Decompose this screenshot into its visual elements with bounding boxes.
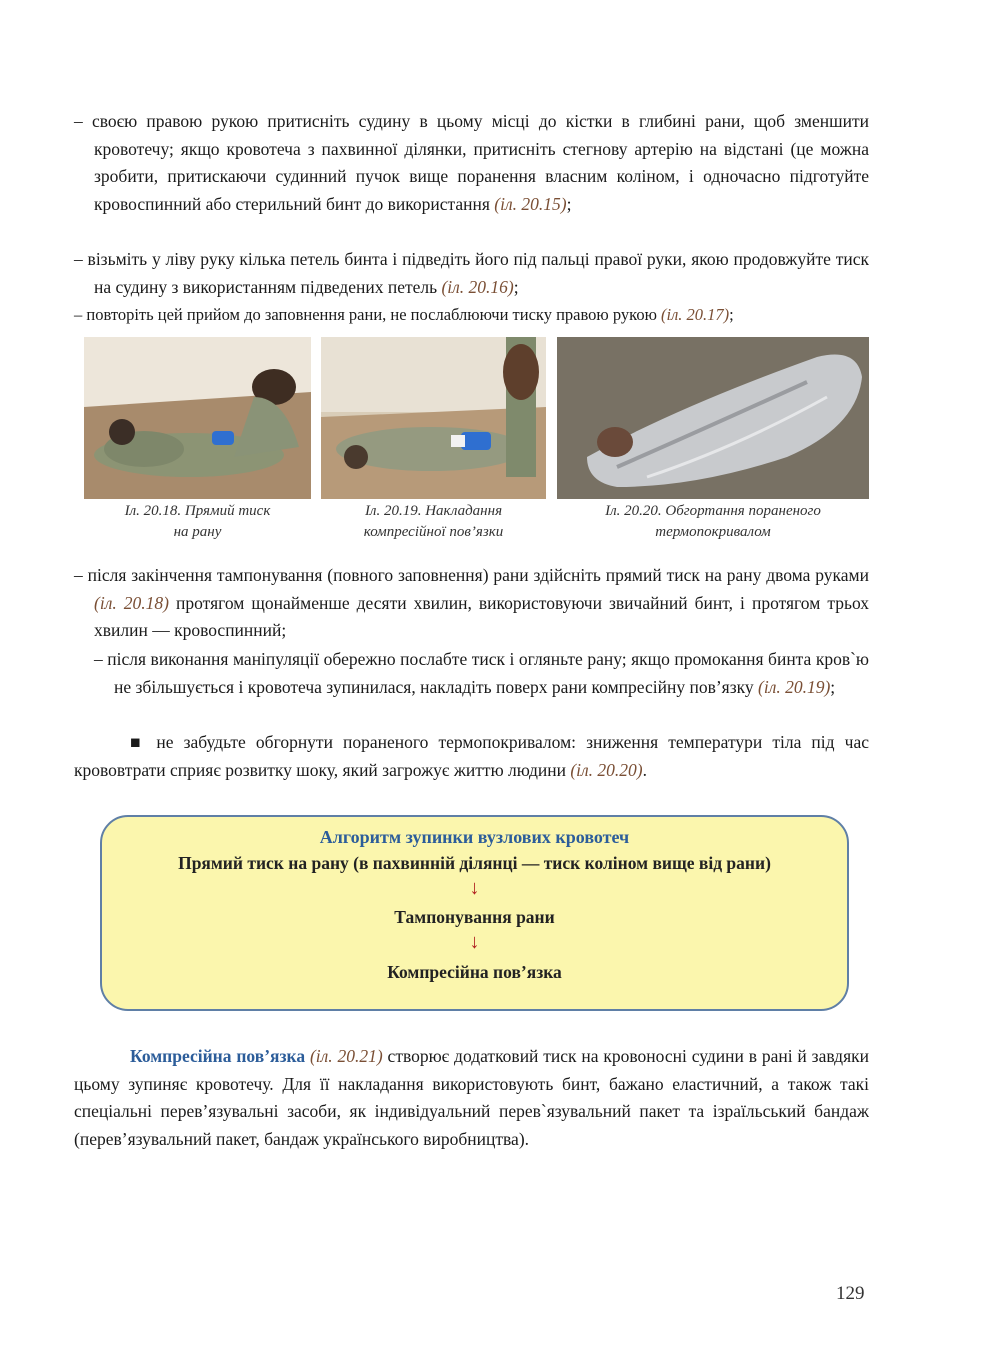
algorithm-step-3: Компресійна пов’язка [387,962,562,982]
instruction-thermal-blanket: ■ не забудьте обгорнути пораненого термопокривалом: зниження температури тіла під час крововтрати сприяє розвитку шоку, який загрожує життю людини (іл. 20.20). [74,732,869,780]
instruction-press-vessel: – своєю правою рукою притисніть судину в цьому місці до кістки в глибині рани, щоб зменшити кровотечу; якщо кровотеча з пахвинної ділянки, притисніть стегнову артерію на відстані (це можна зробити, притискаючи судинний пучок вище поранення власним коліном, і одночасно підготуйте кровоспинний або стерильний бинт до використання (іл. 20.15); [74,111,869,214]
photo-thermal-blanket [557,337,869,499]
figure-ref: (іл. 20.17) [661,305,730,324]
figure-ref: (іл. 20.16) [441,276,514,297]
arrow-down-icon: ↓ [469,931,480,953]
figure-ref: (іл. 20.21) [305,1046,383,1066]
page-number: 129 [836,1283,865,1304]
caption-20-18: Іл. 20.18. Прямий тиск на рану [124,503,271,540]
figure-ref: (іл. 20.19) [758,676,831,697]
algorithm-title: Алгоритм зупинки вузлових кровотеч [319,827,630,847]
figure-ref: (іл. 20.15) [494,193,567,214]
algorithm-step-1: Прямий тиск на рану (в пахвинній ділянці — тиск коліном вище від рани) [178,853,771,873]
instruction-bandage-loops: – візьміть у ліву руку кілька петель бинта і підведіть його під пальці правої руки, якою продовжуйте тиск на судину з використанням підведених петель (іл. 20.16); [74,249,869,297]
arrow-down-icon: ↓ [469,877,480,899]
term-compression-bandage: Компресійна пов’язка [130,1046,306,1066]
caption-20-19: Іл. 20.19. Накладання компресійної пов’язки [363,503,504,540]
compression-bandage-paragraph: Компресійна пов’язка (іл. 20.21) створює додатковий тиск на кровоносні судини в рані й завдяки цьому зупиняє кровотечу. Для її накладання використовують бинт, бажано еластичний, а також такі спеціальні перев’язувальні засоби, як індивідуальний перев`язувальний пакет та ізраїльський бандаж (перев’язувальний пакет, бандаж українського виробництва). [74,1046,869,1149]
instruction-check-wound: – після виконання маніпуляції обережно послабте тиск і огляньте рану; якщо промокання бинта кров`ю не збільшується і кровотеча зупинилася, накладіть поверх рани компресійну пов’язку (іл. 20.19); [94,649,869,697]
photo-compression-bandage [321,337,546,499]
photo-direct-pressure [84,337,311,499]
instruction-direct-pressure: – після закінчення тампонування (повного заповнення) рани здійсніть прямий тиск на рану двома руками (іл. 20.18) протягом щонайменше десяти хвилин, використовуючи звичайний бинт, і протягом трьох хвилин — кровоспинний; [74,565,870,640]
caption-20-20: Іл. 20.20. Обгортання пораненого термопокривалом [605,503,821,540]
figure-ref: (іл. 20.18) [94,592,169,613]
algorithm-step-2: Тампонування рани [394,907,555,927]
figure-ref: (іл. 20.20) [570,759,643,780]
instruction-repeat: – повторіть цей прийом до заповнення рани, не послаблюючи тиску правою рукою (іл. 20.17); [74,305,734,324]
algorithm-box [100,815,849,1011]
